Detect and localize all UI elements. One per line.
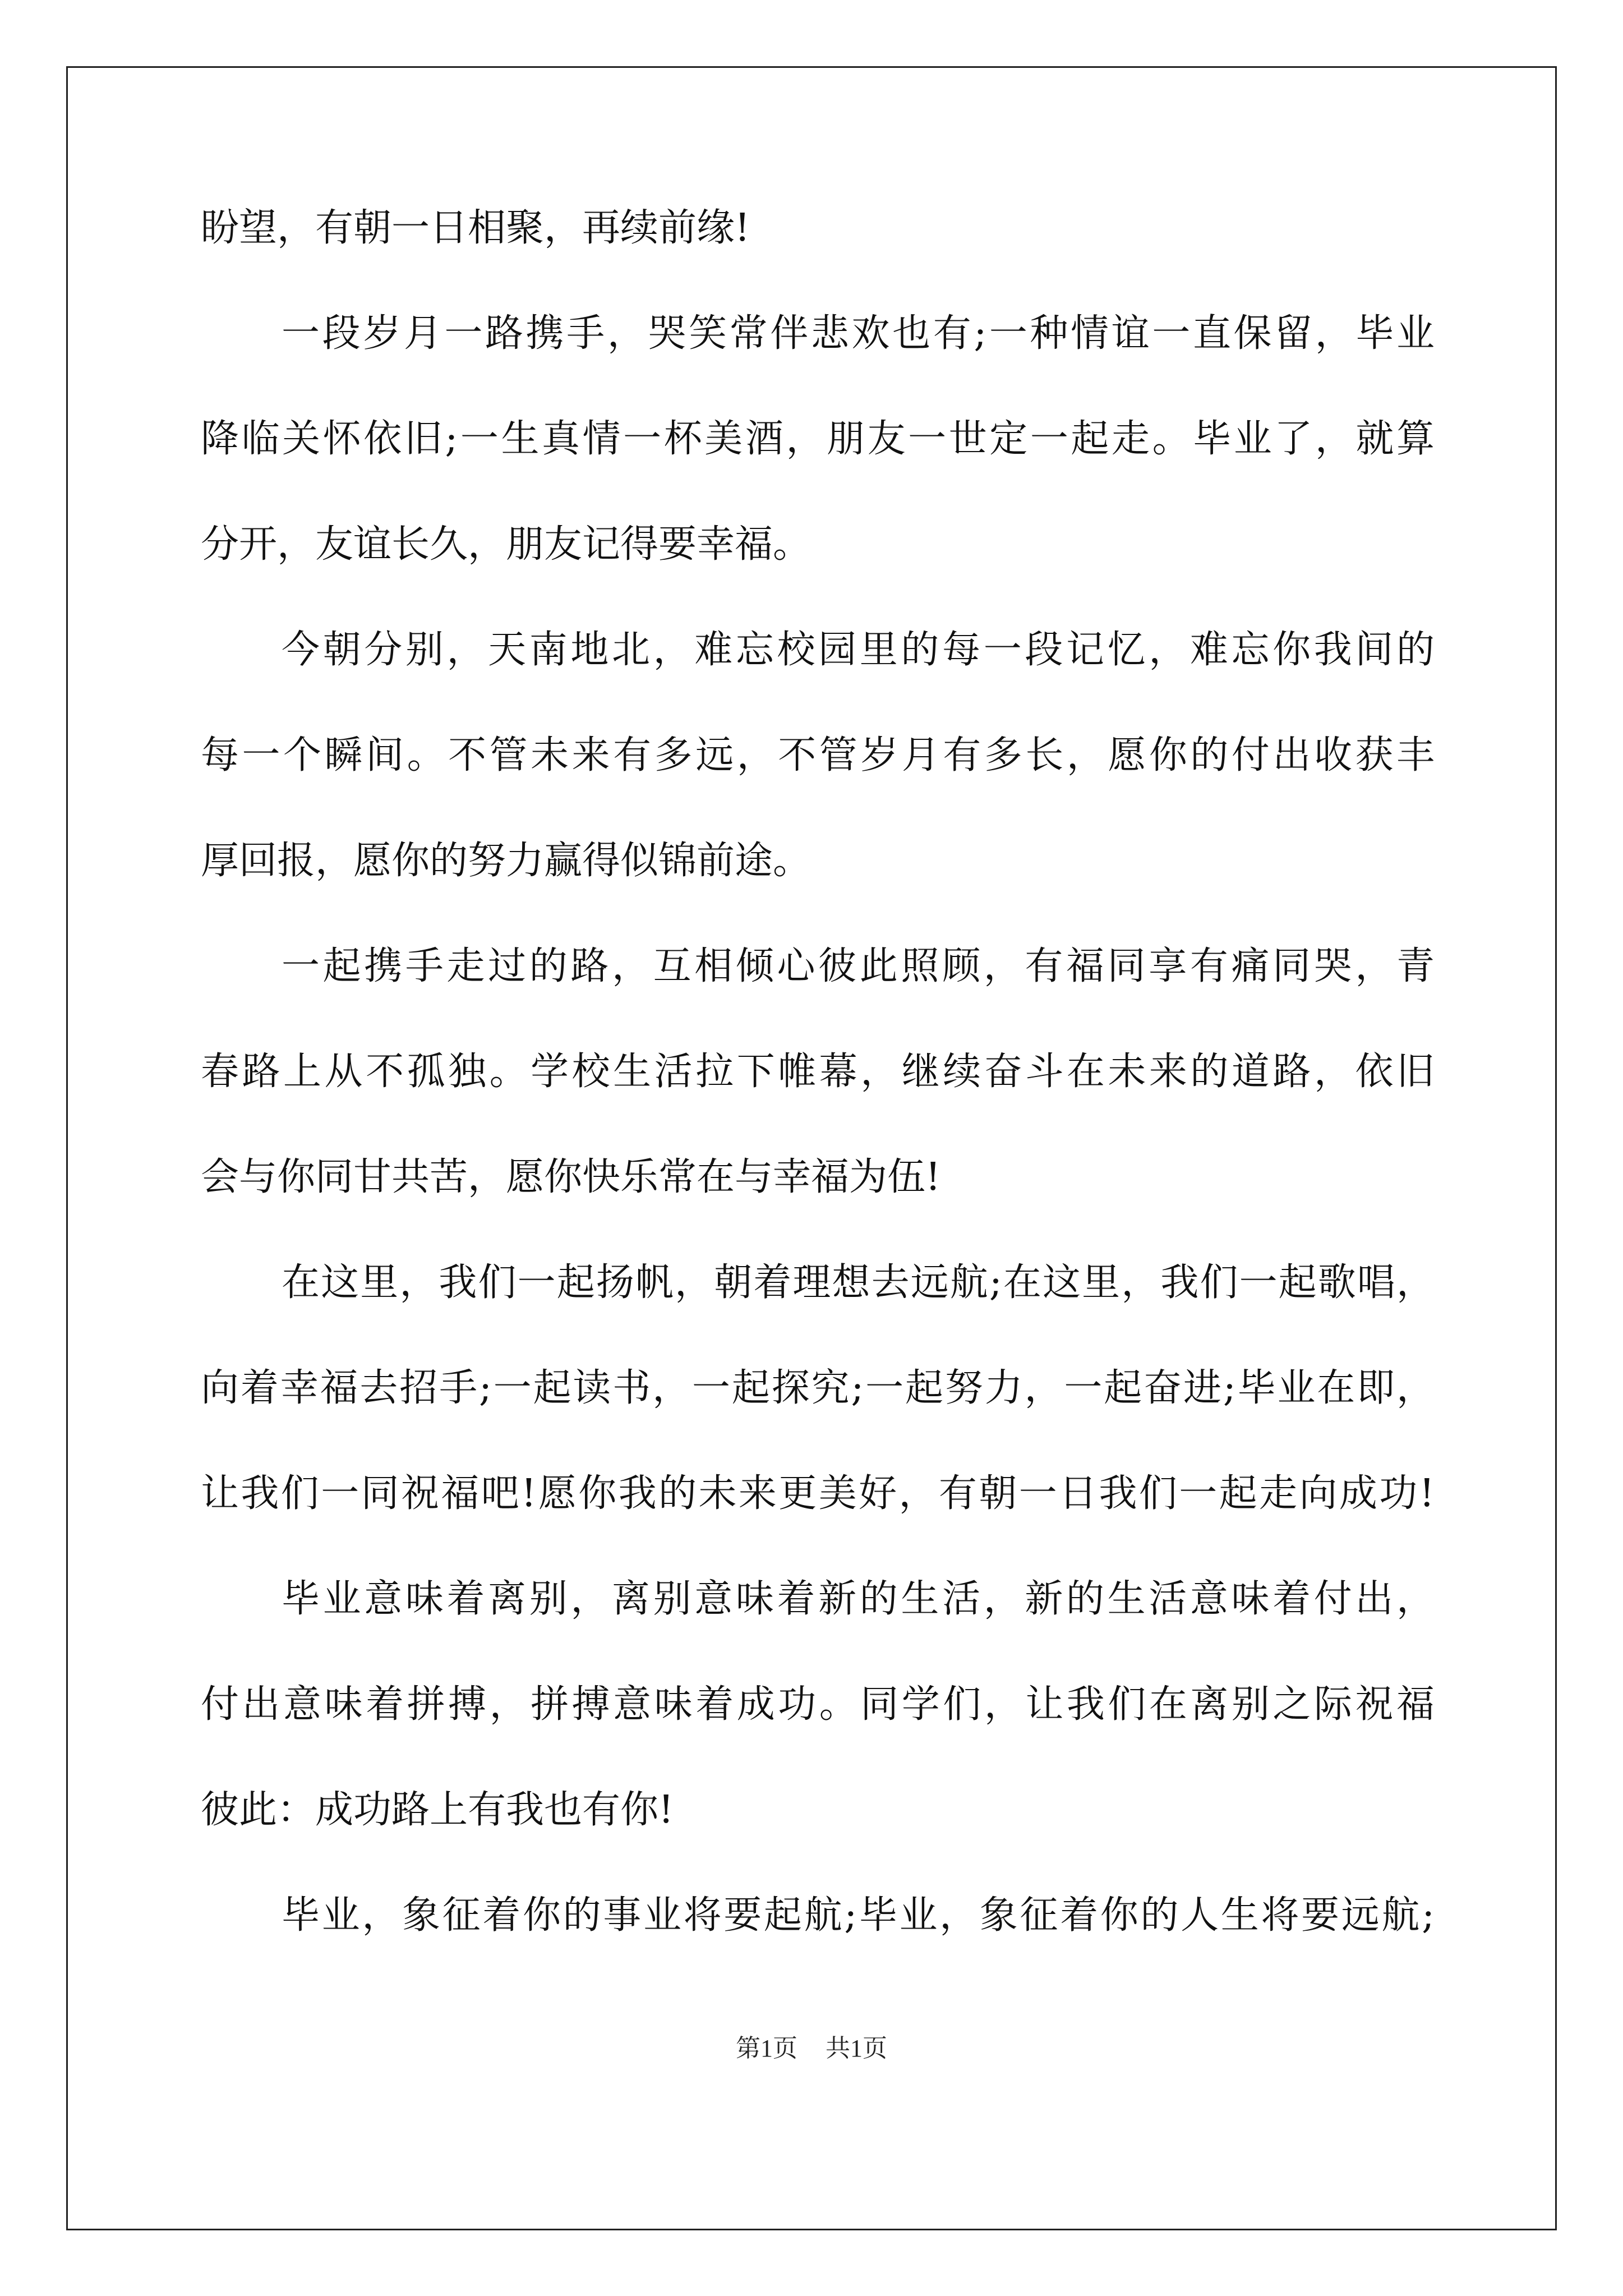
- text-line-2: 一段岁月一路携手，哭笑常伴悲欢也有;一种情谊一直保留，毕业: [282, 311, 1435, 356]
- text-line-4: 分开，友谊长久，朋友记得要幸福。: [201, 522, 811, 567]
- text-line-11: 在这里，我们一起扬帆，朝着理想去远航;在这里，我们一起歌唱，: [282, 1260, 1435, 1305]
- text-line-8: 一起携手走过的路，互相倾心彼此照顾，有福同享有痛同哭，青: [282, 944, 1435, 988]
- page-number: 第1页: [736, 2035, 797, 2062]
- text-line-16: 彼此：成功路上有我也有你!: [201, 1788, 674, 1832]
- text-line-3: 降临关怀依旧;一生真情一杯美酒，朋友一世定一起走。毕业了，就算: [201, 417, 1435, 461]
- text-line-12: 向着幸福去招手;一起读书，一起探究;一起努力，一起奋进;毕业在即，: [201, 1366, 1435, 1410]
- text-line-5: 今朝分别，天南地北，难忘校园里的每一段记忆，难忘你我间的: [282, 628, 1435, 672]
- text-line-9: 春路上从不孤独。学校生活拉下帷幕，继续奋斗在未来的道路，依旧: [201, 1050, 1435, 1094]
- text-line-15: 付出意味着拼搏，拼搏意味着成功。同学们，让我们在离别之际祝福: [201, 1682, 1435, 1727]
- text-line-13: 让我们一同祝福吧!愿你我的未来更美好，有朝一日我们一起走向成功!: [201, 1471, 1435, 1516]
- text-line-14: 毕业意味着离别，离别意味着新的生活，新的生活意味着付出，: [282, 1577, 1435, 1621]
- text-line-1: 盼望，有朝一日相聚，再续前缘!: [201, 206, 750, 250]
- text-line-17: 毕业，象征着你的事业将要起航;毕业，象征着你的人生将要远航;: [282, 1893, 1435, 1938]
- page-footer: [0, 2032, 1623, 2065]
- text-line-6: 每一个瞬间。不管未来有多远，不管岁月有多长，愿你的付出收获丰: [201, 733, 1435, 777]
- text-line-10: 会与你同甘共苦，愿你快乐常在与幸福为伍!: [201, 1155, 941, 1199]
- page-total: 共1页: [826, 2035, 887, 2062]
- text-line-7: 厚回报，愿你的努力赢得似锦前途。: [201, 839, 811, 883]
